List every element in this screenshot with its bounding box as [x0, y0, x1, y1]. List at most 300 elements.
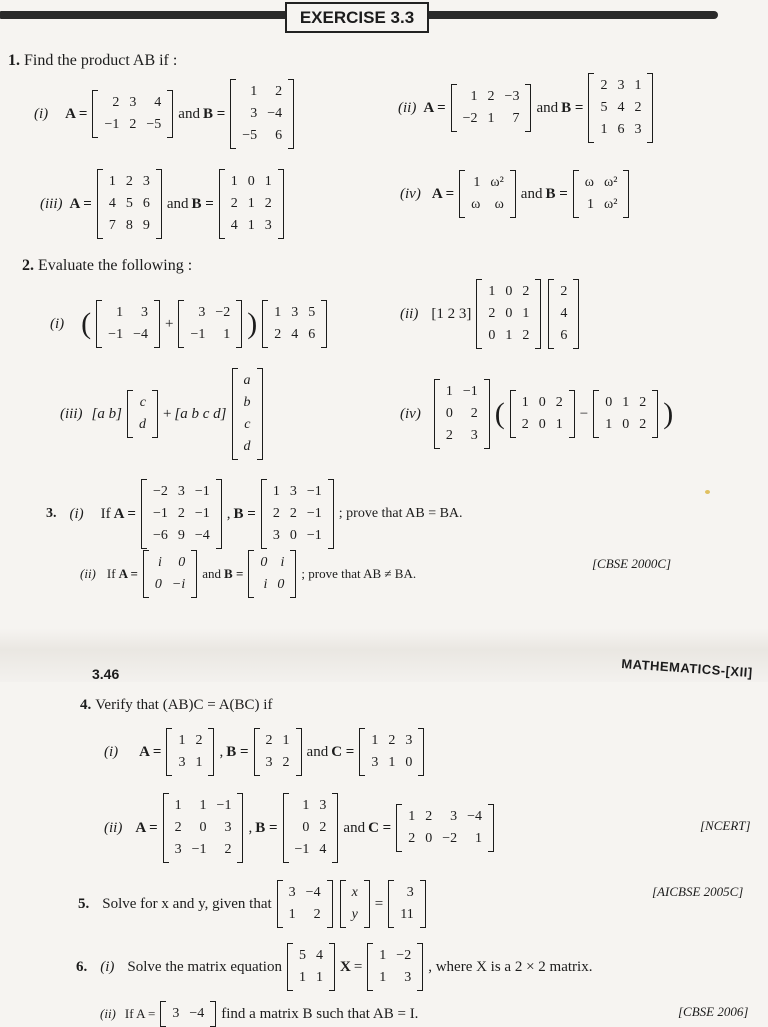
matrix-entry: 2 [112, 95, 120, 110]
matrix-entry: x [351, 885, 358, 900]
q5-prompt: Solve for x and y, given that [102, 895, 272, 912]
minus-sign: − [579, 405, 589, 422]
q4-ii-C-label: C = [368, 819, 392, 836]
q3-ii-B-label: B = [224, 566, 244, 581]
matrix-entry: d [138, 417, 146, 432]
q3-i [46, 476, 463, 552]
matrix-entry: 1 [586, 197, 594, 212]
matrix-entry: d [243, 439, 251, 454]
and-text: and [306, 743, 329, 760]
q4-i-matrix-B [254, 728, 302, 776]
q1-ii-label: (ii) [398, 99, 417, 116]
matrix-entry: −1 [194, 484, 210, 499]
matrix-entry: ω [584, 175, 594, 190]
q5-matrix-R [388, 880, 425, 928]
matrix-entry: 3 [129, 95, 137, 110]
q1-ii [398, 70, 655, 146]
q4-ii [104, 792, 496, 864]
matrix-entry: 2 [408, 831, 416, 846]
matrix-entry: 1 [250, 84, 258, 99]
matrix-entry: 2 [388, 733, 396, 748]
q4-i-C-label: C = [331, 743, 355, 760]
q2-iii-col-1 [127, 390, 158, 438]
matrix-entry: 1 [379, 970, 387, 985]
q3-number: 3. [46, 506, 57, 521]
matrix-entry: −1 [306, 484, 322, 499]
matrix-entry: −1 [194, 506, 210, 521]
q2-iii-col-2 [232, 368, 263, 460]
matrix-entry: 4 [154, 95, 162, 110]
left-paren: ( [494, 397, 505, 430]
matrix-entry: 0 [302, 820, 310, 835]
matrix-entry: 3 [406, 885, 414, 900]
matrix-entry: 3 [142, 174, 150, 189]
matrix-entry: 2 [177, 506, 185, 521]
matrix-entry: 1 [247, 196, 255, 211]
matrix-entry: 4 [319, 842, 327, 857]
matrix-entry: −1 [191, 842, 207, 857]
q2-iii [60, 368, 265, 460]
matrix-entry: 2 [264, 196, 272, 211]
matrix-entry: −2 [215, 305, 231, 320]
q3-i-matrix-B [261, 479, 334, 549]
matrix-entry: −1 [108, 327, 124, 342]
matrix-entry: 1 [475, 831, 483, 846]
matrix-entry: i [158, 555, 162, 570]
matrix-entry: 1 [408, 809, 416, 824]
matrix-entry: 5 [125, 196, 133, 211]
q1-prompt: Find the product AB if : [24, 52, 178, 69]
matrix-entry: 4 [230, 218, 238, 233]
q4-ii-B-label: B = [255, 819, 278, 836]
matrix-entry: 0 [488, 328, 496, 343]
matrix-entry: 8 [125, 218, 133, 233]
matrix-entry: 1 [264, 174, 272, 189]
q6-ii [100, 1002, 418, 1026]
matrix-entry: −2 [152, 484, 168, 499]
matrix-entry: 2 [521, 417, 529, 432]
q2-number: 2. [22, 257, 34, 274]
q4-i-A-label: A = [139, 743, 162, 760]
matrix-entry: −i [171, 577, 186, 592]
q2-ii-matrix-2 [548, 279, 579, 349]
matrix-entry: 6 [142, 196, 150, 211]
q2-iii-label: (iii) [60, 405, 83, 422]
matrix-entry: 1 [634, 78, 642, 93]
matrix-entry: 1 [298, 970, 306, 985]
q6-number: 6. [76, 958, 88, 975]
matrix-entry: 0 [247, 174, 255, 189]
q1-number: 1. [8, 52, 20, 69]
q2-ii [400, 276, 581, 352]
matrix-entry: 0 [445, 406, 453, 421]
matrix-entry: ω [494, 197, 504, 212]
q4-i-B-label: B = [226, 743, 249, 760]
q5-matrix-M [277, 880, 333, 928]
matrix-entry: c [244, 417, 251, 432]
matrix-entry: −5 [146, 117, 162, 132]
matrix-entry: 6 [308, 327, 316, 342]
matrix-entry: 0 [505, 284, 513, 299]
matrix-entry: 2 [282, 755, 290, 770]
matrix-entry: 3 [250, 106, 258, 121]
matrix-entry: −2 [442, 831, 458, 846]
matrix-entry: i [263, 577, 268, 592]
matrix-entry: 1 [282, 733, 290, 748]
q4-ii-label: (ii) [104, 819, 123, 836]
matrix-entry: 3 [198, 305, 206, 320]
matrix-entry: 2 [319, 820, 327, 835]
matrix-entry: 2 [470, 406, 478, 421]
matrix-entry: 0 [405, 755, 413, 770]
q3-i-if: If [100, 505, 111, 522]
matrix-entry: 2 [487, 89, 495, 104]
right-paren: ) [247, 307, 258, 340]
matrix-entry: 3 [470, 428, 478, 443]
matrix-entry: 2 [488, 306, 496, 321]
page-number: 3.46 [92, 666, 120, 682]
matrix-entry: 1 [108, 174, 116, 189]
comma: , [226, 505, 231, 522]
q6-i-tail: , where X is a 2 × 2 matrix. [428, 958, 593, 975]
q4-ii-A-label: A = [135, 819, 158, 836]
and-text: and [178, 105, 200, 122]
matrix-entry: 0 [425, 831, 433, 846]
q2-iv [400, 376, 673, 452]
matrix-entry: 2 [289, 506, 297, 521]
matrix-entry: −2 [462, 111, 478, 126]
matrix-entry: −3 [504, 89, 520, 104]
matrix-entry: 0 [505, 306, 513, 321]
q1-iv [400, 166, 631, 222]
q3-i-matrix-A [141, 479, 222, 549]
q1-i-B-label: B = [202, 105, 226, 122]
q6-i-prompt: Solve the matrix equation [127, 958, 282, 975]
plus-sign: + [162, 405, 172, 422]
matrix-entry: 2 [224, 842, 232, 857]
matrix-entry: 1 [230, 174, 238, 189]
matrix-entry: 1 [199, 798, 207, 813]
matrix-entry: 1 [223, 327, 231, 342]
matrix-entry: 4 [108, 196, 116, 211]
q2-i-matrix-2 [178, 300, 242, 348]
matrix-entry: 3 [272, 528, 280, 543]
q6-ii-label: (ii) [100, 1006, 116, 1021]
exercise-title: EXERCISE 3.3 [285, 2, 429, 33]
matrix-entry: 1 [116, 305, 124, 320]
q4-ii-matrix-A [163, 793, 244, 863]
q3-ii-label: (ii) [80, 566, 96, 581]
q3-ii-if: If [106, 566, 116, 581]
q6-ii-reference: [CBSE 2006] [678, 1004, 749, 1019]
q1-i-matrix-B [230, 79, 294, 149]
q4-ii-matrix-C [396, 804, 494, 852]
matrix-entry: 1 [521, 395, 529, 410]
matrix-entry: 2 [275, 84, 283, 99]
matrix-entry: 1 [445, 384, 453, 399]
matrix-entry: 2 [425, 809, 433, 824]
matrix-entry: −1 [306, 506, 322, 521]
q3-i-A-label: A = [113, 505, 136, 522]
matrix-entry: 7 [512, 111, 520, 126]
and-text: and [202, 566, 222, 581]
matrix-entry: 3 [174, 842, 182, 857]
q3-ii-matrix-A [143, 550, 197, 598]
matrix-entry: 3 [371, 755, 379, 770]
q1-iii-B-label: B = [191, 195, 214, 212]
q2-iv-matrix-1 [434, 379, 490, 449]
matrix-entry: 5 [600, 100, 608, 115]
matrix-entry: 2 [560, 284, 568, 299]
matrix-entry: 1 [487, 111, 495, 126]
matrix-entry: 1 [247, 218, 255, 233]
matrix-entry: 4 [617, 100, 625, 115]
matrix-entry: 2 [313, 907, 321, 922]
matrix-entry: 4 [315, 948, 323, 963]
q3-ii [80, 552, 416, 596]
q1-iii-A-label: A = [69, 195, 92, 212]
q2-ii-row-vector: [1 2 3] [431, 305, 472, 322]
matrix-entry: 1 [302, 798, 310, 813]
matrix-entry: 3 [264, 218, 272, 233]
matrix-entry: −1 [462, 384, 478, 399]
matrix-entry: b [243, 395, 251, 410]
q2-i-matrix-1 [96, 300, 160, 348]
q1-i [34, 76, 296, 152]
matrix-entry: ω² [603, 175, 618, 190]
q4-ii-matrix-B [283, 793, 339, 863]
q6-i-matrix-M [287, 943, 335, 991]
q2-i-matrix-3 [262, 300, 327, 348]
q2-i-label: (i) [50, 315, 65, 332]
q5-reference: [AICBSE 2005C] [652, 884, 744, 899]
q2-i [50, 296, 329, 352]
matrix-entry: ω² [603, 197, 618, 212]
right-paren: ) [663, 397, 674, 430]
q2-ii-label: (ii) [400, 305, 419, 322]
matrix-entry: c [139, 395, 146, 410]
q1-i-label: (i) [34, 105, 49, 122]
matrix-entry: 2 [555, 395, 563, 410]
q1-heading [8, 52, 177, 70]
q4-prompt: Verify that (AB)C = A(BC) if [95, 697, 273, 713]
matrix-entry: 2 [639, 417, 647, 432]
matrix-entry: 2 [265, 733, 273, 748]
matrix-entry: a [243, 373, 251, 388]
matrix-entry: 0 [178, 555, 186, 570]
matrix-entry: 2 [445, 428, 453, 443]
matrix-entry: 0 [605, 395, 613, 410]
q1-iii-matrix-B [219, 169, 284, 239]
matrix-entry: 0 [199, 820, 207, 835]
matrix-entry: 3 [289, 484, 297, 499]
q3-ii-matrix-B [248, 550, 296, 598]
matrix-entry: 1 [488, 284, 496, 299]
matrix-entry: 2 [600, 78, 608, 93]
matrix-entry: 0 [277, 577, 285, 592]
q1-iii-matrix-A [97, 169, 162, 239]
q6-ii-prompt: If A = [124, 1006, 156, 1021]
matrix-entry: 0 [154, 577, 162, 592]
q6-i-matrix-R [367, 943, 423, 991]
matrix-entry: 3 [617, 78, 625, 93]
matrix-entry: 3 [178, 755, 186, 770]
matrix-entry: −4 [194, 528, 210, 543]
matrix-entry: 1 [379, 948, 387, 963]
matrix-entry: 3 [450, 809, 458, 824]
matrix-entry: 4 [560, 306, 568, 321]
q2-ii-matrix-1 [476, 279, 541, 349]
and-text: and [536, 99, 559, 116]
q1-iii [40, 166, 286, 242]
q2-iv-matrix-2 [510, 390, 575, 438]
matrix-entry: −4 [189, 1006, 205, 1021]
matrix-entry: 3 [140, 305, 148, 320]
q4-ii-reference: [NCERT] [700, 818, 751, 833]
matrix-entry: 1 [315, 970, 323, 985]
matrix-entry: 0 [260, 555, 268, 570]
matrix-entry: 0 [538, 417, 546, 432]
matrix-entry: 2 [639, 395, 647, 410]
q1-ii-A-label: A = [423, 99, 446, 116]
matrix-entry: 3 [288, 885, 296, 900]
q1-iii-label: (iii) [40, 195, 63, 212]
matrix-entry: −1 [104, 117, 120, 132]
q6-ii-tail: find a matrix B such that AB = I. [221, 1005, 419, 1022]
matrix-entry: 1 [505, 328, 513, 343]
matrix-entry: −6 [152, 528, 168, 543]
q3-ii-A-label: A = [118, 566, 138, 581]
q6-i-label: (i) [100, 958, 115, 975]
equals-sign: = [353, 958, 363, 975]
matrix-entry: 1 [371, 733, 379, 748]
matrix-entry: 1 [272, 484, 280, 499]
equals-sign: = [374, 895, 384, 912]
q1-ii-matrix-B [588, 73, 653, 143]
comma: , [248, 819, 253, 836]
q1-iv-B-label: B = [545, 185, 568, 202]
q1-i-matrix-A [92, 90, 173, 138]
matrix-entry: 1 [470, 89, 478, 104]
q6-ii-matrix-A [160, 1001, 216, 1027]
matrix-entry: 9 [177, 528, 185, 543]
matrix-entry: 2 [274, 327, 282, 342]
q4-i [104, 726, 426, 778]
matrix-entry: 3 [177, 484, 185, 499]
matrix-entry: 1 [178, 733, 186, 748]
matrix-entry: 2 [129, 117, 137, 132]
matrix-entry: 1 [600, 122, 608, 137]
left-paren: ( [81, 307, 92, 340]
and-text: and [520, 185, 543, 202]
q1-i-A-label: A = [65, 105, 88, 122]
comma: , [219, 743, 224, 760]
q1-iv-A-label: A = [431, 185, 455, 202]
matrix-entry: 1 [522, 306, 530, 321]
matrix-entry: 3 [265, 755, 273, 770]
matrix-entry: 0 [622, 417, 630, 432]
matrix-entry: 3 [404, 970, 412, 985]
matrix-entry: −4 [467, 809, 483, 824]
matrix-entry: 2 [522, 284, 530, 299]
matrix-entry: 2 [272, 506, 280, 521]
matrix-entry: 1 [174, 798, 182, 813]
matrix-entry: 1 [622, 395, 630, 410]
matrix-entry: 2 [230, 196, 238, 211]
q6-i [76, 942, 592, 992]
matrix-entry: 3 [224, 820, 232, 835]
matrix-entry: 1 [288, 907, 296, 922]
matrix-entry: 6 [617, 122, 625, 137]
matrix-entry: 3 [291, 305, 299, 320]
matrix-entry: 2 [634, 100, 642, 115]
q1-iv-label: (iv) [400, 185, 421, 202]
q5-matrix-X [340, 880, 370, 928]
page-subject: MATHEMATICS-[XII] [620, 656, 754, 681]
q1-ii-B-label: B = [561, 99, 584, 116]
matrix-entry: 1 [274, 305, 282, 320]
q4-i-matrix-C [359, 728, 424, 776]
matrix-entry: 2 [174, 820, 182, 835]
q1-iv-matrix-B [573, 170, 630, 218]
matrix-entry: 0 [289, 528, 297, 543]
q1-iv-matrix-A [459, 170, 516, 218]
matrix-entry: −1 [190, 327, 206, 342]
q6-i-X: X [339, 958, 351, 975]
matrix-entry: 7 [108, 218, 116, 233]
plus-sign: + [164, 315, 174, 332]
matrix-entry: 2 [125, 174, 133, 189]
matrix-entry: 6 [560, 328, 568, 343]
q4-i-label: (i) [104, 743, 119, 760]
matrix-entry: −2 [396, 948, 412, 963]
matrix-entry: 4 [291, 327, 299, 342]
matrix-entry: 1 [195, 755, 203, 770]
matrix-entry: −4 [133, 327, 148, 342]
q2-iii-row-1: [a b] [91, 405, 122, 422]
matrix-entry: −5 [242, 128, 258, 143]
q3-i-label: (i) [69, 505, 84, 522]
matrix-entry: −4 [267, 106, 283, 121]
q3-i-B-label: B = [233, 505, 256, 522]
q2-iii-row-2: [a b c d] [174, 405, 227, 422]
matrix-entry: 0 [538, 395, 546, 410]
matrix-entry: ω² [490, 175, 504, 190]
matrix-entry: 1 [605, 417, 613, 432]
q1-ii-matrix-A [451, 84, 532, 132]
q4-heading [80, 696, 272, 714]
matrix-entry: 6 [275, 128, 283, 143]
q4-i-matrix-A [166, 728, 214, 776]
matrix-entry: 1 [555, 417, 563, 432]
matrix-entry: ω [471, 197, 481, 212]
matrix-entry: −1 [216, 798, 232, 813]
stain-mark [705, 490, 710, 494]
matrix-entry: 2 [522, 328, 530, 343]
matrix-entry: i [280, 555, 285, 570]
matrix-entry: −1 [152, 506, 168, 521]
matrix-entry: 3 [319, 798, 327, 813]
matrix-entry: 5 [298, 948, 306, 963]
matrix-entry: 1 [473, 175, 481, 190]
matrix-entry: 3 [634, 122, 642, 137]
matrix-entry: 3 [172, 1006, 180, 1021]
q4-number: 4. [80, 697, 92, 713]
q3-ii-conclusion: ; prove that AB ≠ BA. [301, 566, 417, 581]
matrix-entry: −4 [305, 885, 321, 900]
matrix-entry: 5 [308, 305, 316, 320]
matrix-entry: −1 [294, 842, 310, 857]
